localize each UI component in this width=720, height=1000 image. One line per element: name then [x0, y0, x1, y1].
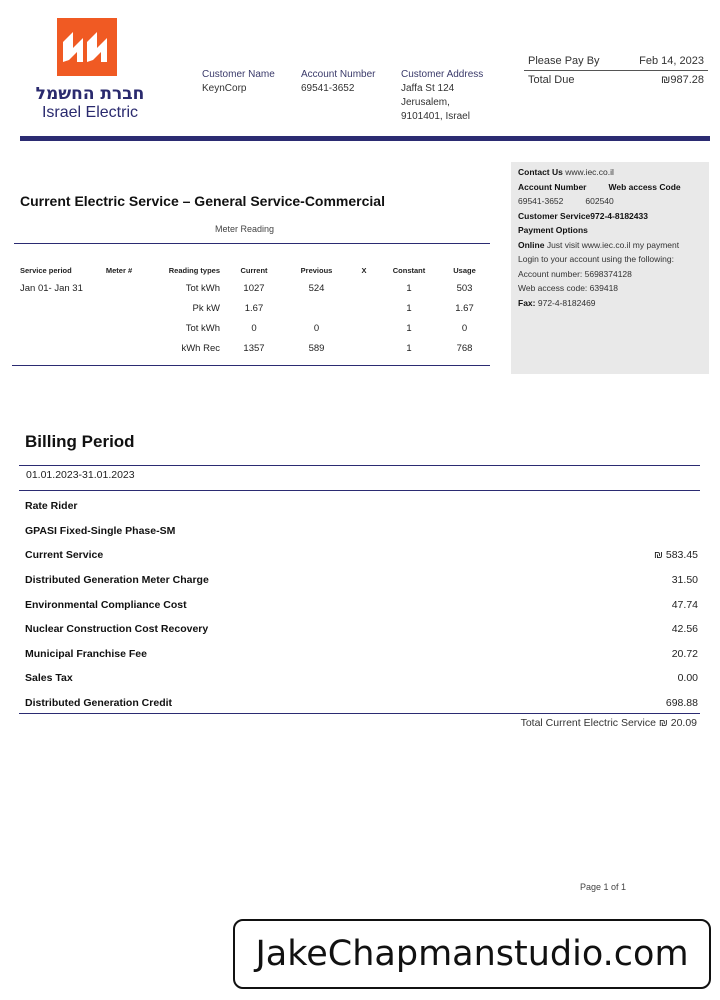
payment-options-line: [518, 223, 702, 238]
cell-x: [349, 338, 379, 358]
pay-by-row: [524, 52, 708, 71]
online-payment-line: [518, 238, 702, 253]
online-label: Online: [518, 239, 545, 250]
cell-usage: 0: [461, 322, 468, 334]
list-item: [25, 642, 698, 667]
address-line-2: Jerusalem,: [401, 97, 450, 108]
col-meter-number: Meter #: [105, 265, 133, 275]
billing-total-label: Total Current Electric Service: [520, 717, 656, 729]
pay-by-date: Feb 14, 2023: [639, 55, 704, 67]
customer-name-block: [202, 68, 297, 96]
cell-type: Tot kWh: [185, 322, 220, 334]
customer-address-label: Customer Address: [401, 69, 484, 80]
item-label: GPASI Fixed-Single Phase-SM: [25, 524, 176, 537]
cell-constant: 1: [406, 302, 412, 314]
cell-constant: 1: [406, 282, 412, 294]
cell-meter: [94, 298, 144, 318]
cell-period: [14, 298, 94, 318]
item-value: 20.72: [671, 647, 698, 660]
contact-account-number-label: Account Number: [518, 181, 587, 192]
col-reading-type: Reading types: [168, 265, 220, 275]
item-label: Municipal Franchise Fee: [25, 647, 147, 660]
cell-meter: [94, 318, 144, 338]
contact-account-labels: [518, 180, 702, 195]
meter-reading-table: [14, 262, 490, 358]
address-line-3: 9101401, Israel: [401, 111, 470, 122]
list-item: [25, 617, 698, 642]
contact-us-line: [518, 165, 702, 180]
account-number-block: [301, 68, 396, 96]
cell-previous: 589: [308, 342, 325, 354]
total-due-row: [524, 71, 708, 89]
list-item: [25, 691, 698, 716]
fax-number: 972-4-8182469: [537, 297, 596, 308]
total-due-value: ₪987.28: [661, 74, 704, 86]
cell-x: [349, 278, 379, 298]
cell-type: kWh Rec: [181, 342, 220, 354]
cell-type: Pk kW: [192, 302, 220, 314]
cell-period: [14, 318, 94, 338]
col-current: Current: [240, 265, 268, 275]
company-logo-mark-icon: [57, 18, 117, 76]
account-number-value: 69541-3652: [301, 83, 355, 94]
pay-by-label: Please Pay By: [528, 55, 600, 67]
item-label: Current Service: [25, 549, 104, 562]
fax-line: [518, 296, 702, 311]
billing-items-list: [25, 494, 698, 715]
billing-top-rule: [19, 465, 700, 466]
payment-summary-box: [524, 52, 708, 89]
item-value: 0.00: [677, 672, 698, 685]
item-label: Rate Rider: [25, 500, 78, 513]
billing-bottom-rule: [19, 713, 700, 714]
item-value: 42.56: [671, 623, 698, 636]
payment-account-number: Account number: 5698374128: [518, 268, 632, 279]
cell-usage: 503: [456, 282, 473, 294]
col-x: X: [361, 265, 367, 275]
list-item: [25, 666, 698, 691]
cell-current: 1027: [243, 282, 265, 294]
item-label: Nuclear Construction Cost Recovery: [25, 623, 209, 636]
payment-options-label: Payment Options: [518, 225, 588, 235]
col-constant: Constant: [392, 265, 426, 275]
payment-web-access-code: Web access code: 639418: [518, 283, 619, 293]
contact-web-access-value: 602540: [585, 196, 614, 206]
cell-constant: 1: [406, 322, 412, 334]
fax-label: Fax:: [518, 297, 536, 308]
customer-name-label: Customer Name: [202, 69, 275, 80]
cell-period: Jan 01- Jan 31: [20, 282, 83, 294]
service-title: Current Electric Service – General Service-Commercial: [20, 193, 385, 209]
account-number-label: Account Number: [301, 69, 376, 80]
cell-previous: 0: [313, 322, 320, 334]
cell-x: [349, 298, 379, 318]
watermark-banner: JakeChapmanstudio.com: [233, 919, 711, 989]
customer-service-label: Customer Service: [518, 210, 591, 221]
cell-period: [14, 338, 94, 358]
table-row: [14, 278, 490, 298]
contact-us-label: Contact Us: [518, 167, 563, 177]
customer-name-value: KeynCorp: [202, 83, 247, 94]
cell-current: 1.67: [244, 302, 264, 314]
meter-table-header: [14, 262, 490, 278]
meter-reading-label: Meter Reading: [215, 224, 275, 234]
col-usage: Usage: [453, 265, 476, 275]
cell-usage: 768: [456, 342, 473, 354]
meter-table-bottom-rule: [12, 365, 490, 366]
billing-period-dates: 01.01.2023-31.01.2023: [26, 469, 135, 481]
contact-web-access-label: Web access Code: [608, 181, 681, 192]
list-item: [25, 494, 698, 519]
item-value: ₪ 583.45: [654, 549, 698, 562]
page-number: Page 1 of 1: [580, 882, 627, 892]
login-instruction: Login to your account using the following:: [518, 254, 674, 264]
address-line-1: Jaffa St 124: [401, 83, 455, 94]
table-row: [14, 338, 490, 358]
list-item: [25, 592, 698, 617]
cell-constant: 1: [406, 342, 412, 354]
item-value: 698.88: [665, 697, 698, 710]
meter-table-top-rule: [14, 243, 490, 244]
table-row: [14, 318, 490, 338]
item-label: Distributed Generation Credit: [25, 697, 173, 710]
contact-info-box: [511, 162, 709, 374]
list-item: [25, 568, 698, 593]
cell-previous: 524: [308, 282, 325, 294]
item-label: Sales Tax: [25, 672, 73, 685]
customer-address-block: [401, 68, 511, 124]
cell-usage: 1.67: [455, 302, 474, 314]
list-item: [25, 543, 698, 568]
col-previous: Previous: [300, 265, 333, 275]
cell-type: Tot kWh: [185, 282, 220, 294]
col-service-period: Service period: [20, 265, 72, 275]
billing-total-value: ₪ 20.09: [658, 717, 697, 729]
cell-previous: [284, 298, 349, 318]
header-divider: [20, 136, 710, 141]
customer-service-line: [518, 209, 702, 224]
item-label: Environmental Compliance Cost: [25, 598, 187, 611]
item-label: Distributed Generation Meter Charge: [25, 574, 209, 587]
item-value: 31.50: [671, 574, 698, 587]
cell-current: 1357: [243, 342, 265, 354]
item-value: 47.74: [671, 598, 698, 611]
list-item: [25, 519, 698, 544]
customer-service-phone: 972-4-8182433: [590, 210, 648, 221]
cell-meter: [94, 338, 144, 358]
billing-period-rule: [19, 490, 700, 491]
cell-x: [349, 318, 379, 338]
contact-account-number-value: 69541-3652: [518, 196, 564, 206]
logo-english-text: Israel Electric: [41, 104, 139, 121]
billing-period-title: Billing Period: [25, 432, 135, 451]
logo-hebrew-text: חברת החשמל: [35, 84, 145, 104]
billing-total: [521, 717, 697, 729]
online-payment-text: Just visit www.iec.co.il my payment: [546, 239, 680, 250]
total-due-label: Total Due: [528, 74, 575, 86]
cell-meter: [94, 278, 144, 298]
contact-website-link[interactable]: www.iec.co.il: [565, 167, 614, 177]
contact-account-values: [518, 194, 702, 209]
cell-current: 0: [251, 322, 257, 334]
table-row: [14, 298, 490, 318]
